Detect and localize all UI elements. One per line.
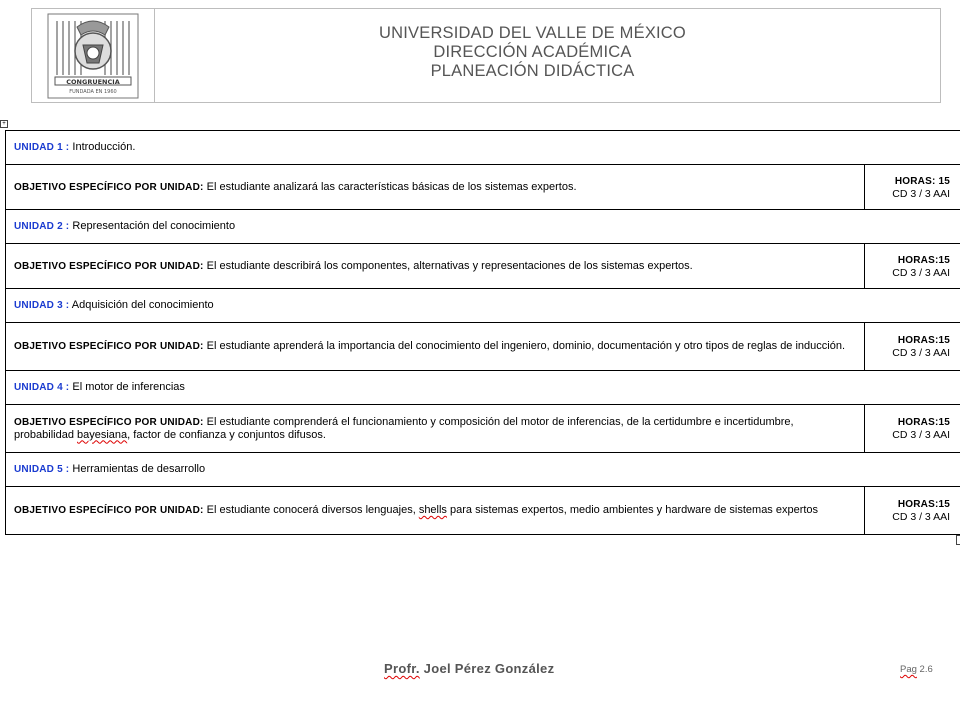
hours-breakdown: CD 3 / 3 AAI [892, 347, 951, 359]
logo-founded: FUNDADA EN 1960 [69, 88, 117, 95]
objective-text: El estudiante comprenderá el funcionamiento y composición del motor de inferencias, de la certidumbre e incertidumbre, probabilidad bayesiana, factor de confianza y conjuntos difusos. [14, 415, 794, 441]
table-move-handle-icon[interactable]: + [0, 120, 8, 128]
hours-label: HORAS:15 [897, 499, 951, 510]
footer-professor: Profr. Joel Pérez González [384, 661, 555, 676]
objective-text: El estudiante aprenderá la importancia del conocimiento del ingeniero, dominio, documentación y otro tipos de reglas de inducción. [206, 340, 846, 352]
document-header [31, 8, 941, 103]
units-table [5, 130, 960, 535]
document-type: PLANEACIÓN DIDÁCTICA [430, 62, 635, 80]
unit-row [6, 289, 960, 323]
hours-label: HORAS:15 [897, 335, 951, 346]
unit-title: Adquisición del conocimiento [71, 299, 214, 311]
objective-label: OBJETIVO ESPECÍFICO POR UNIDAD: [14, 341, 204, 352]
hours-breakdown: CD 3 / 3 AAI [892, 429, 951, 441]
objective-text: El estudiante describirá los componentes, alternativas y representaciones de los sistemas expertos. [206, 259, 693, 272]
objective-row [6, 244, 960, 289]
hours-label: HORAS:15 [897, 417, 951, 428]
end-of-cell-mark-icon [956, 535, 960, 545]
objective-text: El estudiante analizará las características básicas de los sistemas expertos. [206, 180, 577, 193]
logo-motto: CONGRUENCIA [66, 77, 120, 86]
hours-label: HORAS: 15 [894, 175, 951, 187]
unit-title: Representación del conocimiento [72, 220, 236, 232]
objective-row [6, 405, 960, 453]
unit-row [6, 453, 960, 487]
spellcheck-word[interactable]: Pag [900, 664, 917, 675]
unit-title: Herramientas de desarrollo [72, 463, 206, 475]
hours-breakdown: CD 3 / 3 AAI [892, 511, 951, 523]
spellcheck-word[interactable]: bayesiana [77, 428, 128, 441]
unit-label: UNIDAD 3 : [14, 300, 70, 311]
unit-label: UNIDAD 4 : [14, 382, 70, 393]
objective-label: OBJETIVO ESPECÍFICO POR UNIDAD: [14, 505, 204, 516]
spellcheck-word[interactable]: Profr. [384, 661, 420, 676]
unit-title: Introducción. [72, 141, 136, 153]
objective-row [6, 487, 960, 535]
spellcheck-word[interactable]: shells [418, 504, 447, 516]
objective-row [6, 165, 960, 210]
unit-label: UNIDAD 1 : [14, 142, 70, 153]
unit-row [6, 131, 960, 165]
hours-breakdown: CD 3 / 3 AAI [892, 266, 951, 279]
logo-cell [32, 9, 155, 102]
unit-label: UNIDAD 2 : [14, 221, 70, 232]
unit-row [6, 371, 960, 405]
objective-text: El estudiante conocerá diversos lenguajes, shells para sistemas expertos, medio ambientes y hardware de sistemas expertos [206, 504, 819, 516]
hours-label: HORAS:15 [897, 254, 951, 266]
objective-label: OBJETIVO ESPECÍFICO POR UNIDAD: [14, 416, 204, 428]
objective-label: OBJETIVO ESPECÍFICO POR UNIDAD: [14, 260, 204, 272]
unit-row [6, 210, 960, 244]
footer-page-number: Pag 2.6 [900, 664, 933, 675]
unit-title: El motor de inferencias [72, 381, 185, 393]
header-title [155, 9, 940, 102]
hours-breakdown: CD 3 / 3 AAI [892, 187, 951, 200]
department-name: DIRECCIÓN ACADÉMICA [433, 43, 632, 61]
objective-label: OBJETIVO ESPECÍFICO POR UNIDAD: [14, 181, 204, 193]
objective-row [6, 323, 960, 371]
university-seal-icon [47, 13, 139, 99]
university-name: UNIVERSIDAD DEL VALLE DE MÉXICO [379, 24, 686, 42]
unit-label: UNIDAD 5 : [14, 464, 70, 475]
